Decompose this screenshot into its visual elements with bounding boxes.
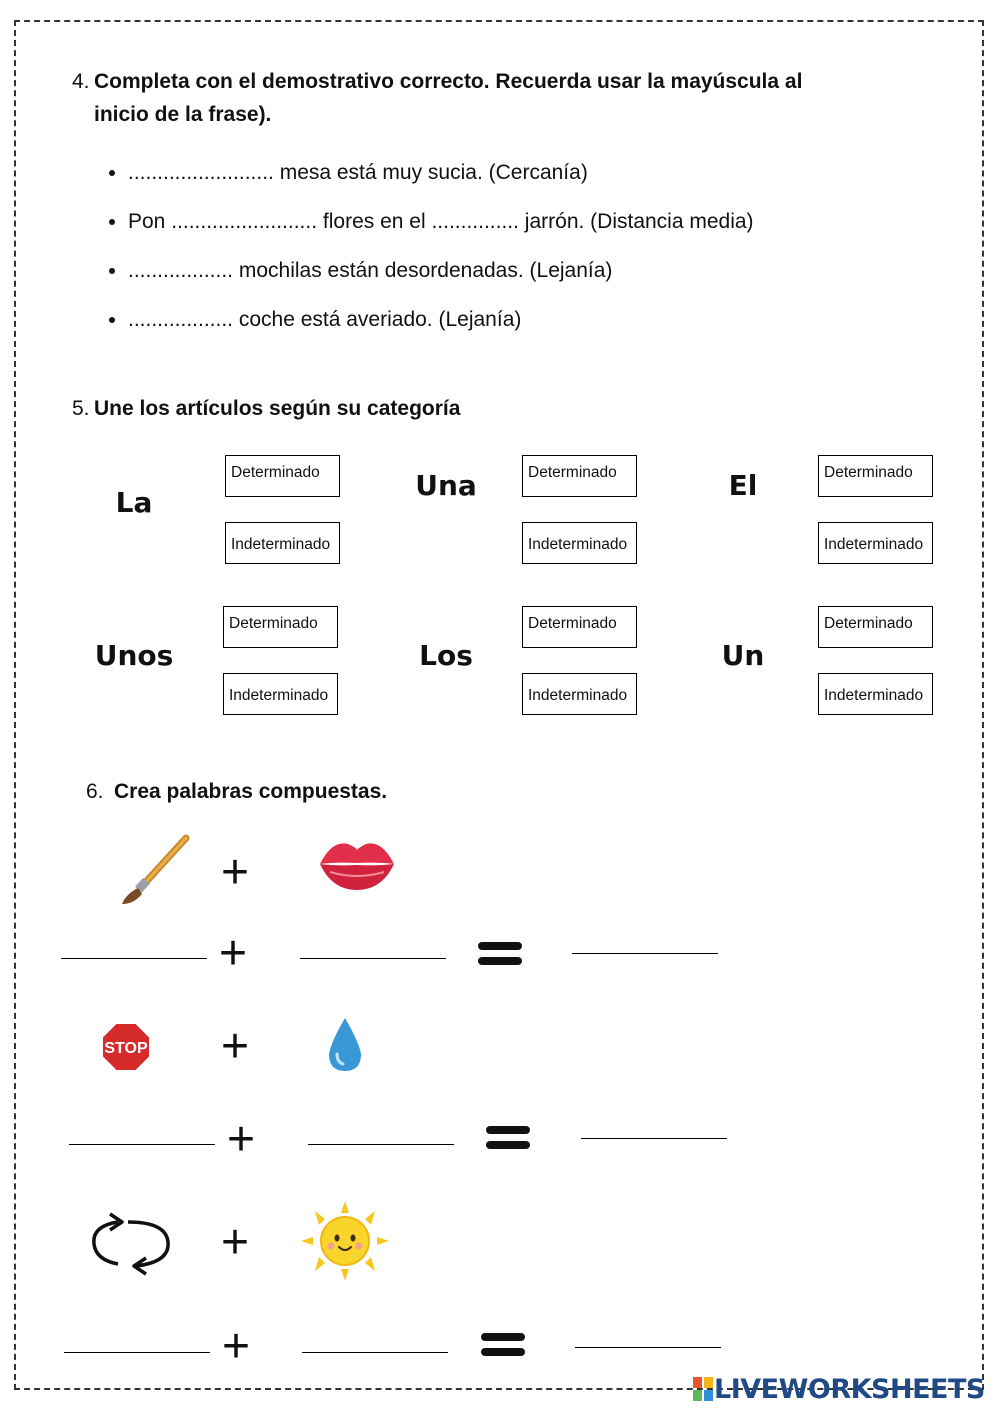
article-la: La: [115, 486, 153, 519]
article-unos: Unos: [94, 639, 174, 672]
option-indeterminado[interactable]: Indeterminado: [818, 673, 933, 715]
option-determinado[interactable]: Determinado: [223, 606, 338, 648]
plus-sign: +: [221, 846, 250, 899]
q4-title-line2: inicio de la frase).: [94, 103, 272, 126]
option-indeterminado[interactable]: Indeterminado: [225, 522, 340, 564]
liveworksheets-logo-icon: [692, 1376, 714, 1402]
plus-sign: +: [219, 927, 248, 980]
rotate-arrows-icon: [88, 1208, 174, 1285]
plus-sign: +: [227, 1113, 256, 1166]
article-una: Una: [415, 469, 477, 502]
lips-icon: [318, 836, 396, 897]
q4-sentence-list: [100, 156, 754, 352]
liveworksheets-logo: [692, 1372, 985, 1406]
plus-sign: +: [221, 1216, 250, 1269]
article-el: El: [728, 469, 758, 502]
answer-blank[interactable]: [64, 1352, 210, 1353]
equals-bar-top: [486, 1126, 530, 1134]
water-drop-icon: [325, 1016, 365, 1079]
paintbrush-icon: [116, 834, 192, 913]
equals-bar-top: [478, 942, 522, 950]
option-determinado[interactable]: Determinado: [522, 455, 637, 497]
option-indeterminado[interactable]: Indeterminado: [223, 673, 338, 715]
option-determinado[interactable]: Determinado: [225, 455, 340, 497]
option-indeterminado[interactable]: Indeterminado: [818, 522, 933, 564]
answer-blank[interactable]: [69, 1144, 215, 1145]
stop-sign-text: STOP: [104, 1040, 148, 1057]
answer-blank[interactable]: [575, 1347, 721, 1348]
answer-blank[interactable]: [581, 1138, 727, 1139]
q4-sentence[interactable]: • .................. coche está averiado. (Lejanía): [128, 303, 754, 352]
option-determinado[interactable]: Determinado: [522, 606, 637, 648]
option-determinado[interactable]: Determinado: [818, 455, 933, 497]
equals-bar-top: [481, 1333, 525, 1341]
article-los: Los: [419, 639, 473, 672]
answer-blank[interactable]: [572, 953, 718, 954]
equals-bar-bottom: [486, 1141, 530, 1149]
q4-sentence[interactable]: • Pon ......................... flores en el ............... jarrón. (Distancia media): [128, 205, 754, 254]
equals-bar-bottom: [478, 957, 522, 965]
q4-number: 4.: [72, 70, 90, 93]
q4-sentence[interactable]: • .................. mochilas están desordenadas. (Lejanía): [128, 254, 754, 303]
q5-title: Une los artículos según su categoría: [94, 397, 461, 420]
answer-blank[interactable]: [302, 1352, 448, 1353]
answer-blank[interactable]: [300, 958, 446, 959]
equals-bar-bottom: [481, 1348, 525, 1356]
q4-title-line1: Completa con el demostrativo correcto. Recuerda usar la mayúscula al: [94, 70, 803, 93]
option-determinado[interactable]: Determinado: [818, 606, 933, 648]
answer-blank[interactable]: [308, 1144, 454, 1145]
plus-sign: +: [222, 1320, 251, 1373]
q6-number: 6.: [86, 780, 104, 803]
stop-sign-icon: [101, 1022, 151, 1077]
article-un: Un: [721, 639, 765, 672]
plus-sign: +: [221, 1020, 250, 1073]
liveworksheets-brand: LIVEWORKSHEETS: [714, 1373, 985, 1405]
q5-number: 5.: [72, 397, 90, 420]
option-indeterminado[interactable]: Indeterminado: [522, 673, 637, 715]
sun-icon: [301, 1201, 389, 1286]
q4-sentence[interactable]: • ......................... mesa está muy sucia. (Cercanía): [128, 156, 754, 205]
answer-blank[interactable]: [61, 958, 207, 959]
q6-title: Crea palabras compuestas.: [114, 780, 388, 803]
option-indeterminado[interactable]: Indeterminado: [522, 522, 637, 564]
